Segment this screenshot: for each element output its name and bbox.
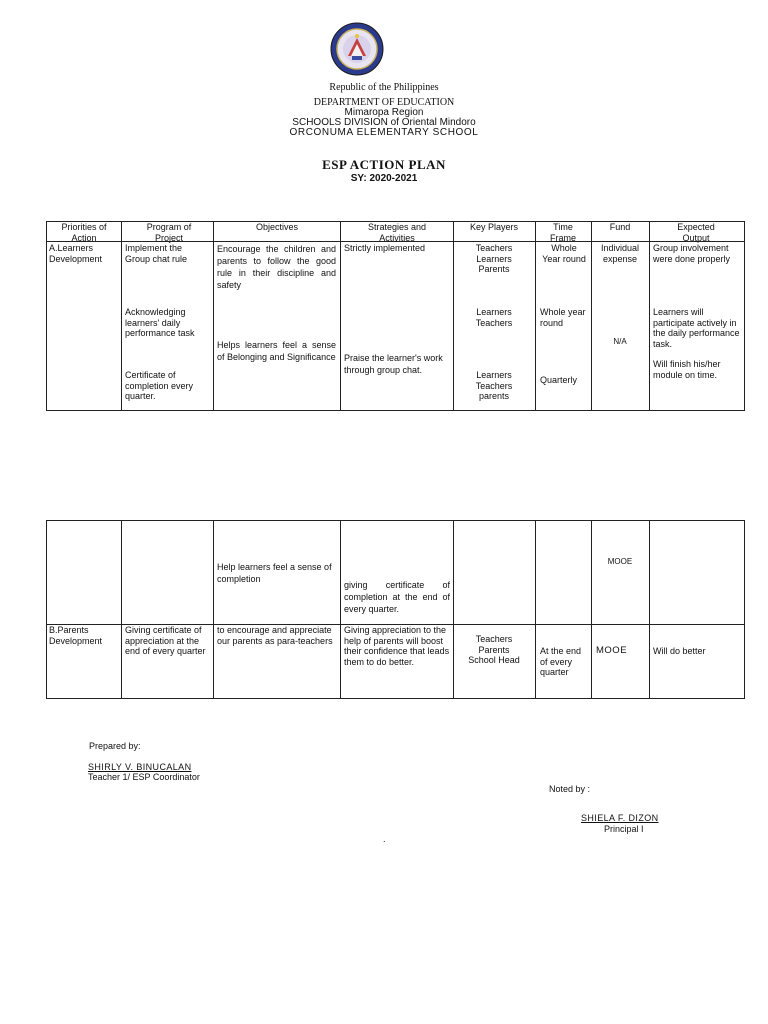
objective-cell: Help learners feel a sense of completion <box>217 562 332 584</box>
objective-cell: Helps learners feel a sense of Belonging and Significance <box>217 340 336 362</box>
program-cell: Giving certificate of appreciation at the end of every quarter <box>125 625 206 656</box>
objective-cell: Encourage the children and parents to follow the good rule in their discipline and safety <box>217 244 336 290</box>
deped-seal-logo <box>330 22 384 76</box>
col-header-key-players: Key Players <box>469 222 519 232</box>
strategy-cell: Giving appreciation to the help of parents will boost their confidence that leads them to do better. <box>344 625 450 667</box>
page-title: ESP ACTION PLAN <box>322 157 446 172</box>
time-frame-cell: Whole Year round <box>542 243 586 264</box>
fund-cell: MOOE <box>607 557 633 566</box>
col-header-objectives: Objectives <box>255 222 299 232</box>
fund-cell: Individual expense <box>600 243 640 264</box>
program-cell: Acknowledging learners' daily performance task <box>125 307 195 338</box>
division-text: SCHOOLS DIVISION of Oriental Mindoro <box>292 117 476 128</box>
key-players-cell: Learners Teachers <box>475 307 513 328</box>
col-header-priorities: Priorities of Action <box>61 222 107 243</box>
noted-by-name: SHIELA F. DIZON <box>581 813 659 823</box>
department-text: DEPARTMENT OF EDUCATION <box>313 97 455 108</box>
fund-cell: MOOE <box>596 645 628 656</box>
col-header-time-frame: Time Frame <box>549 222 576 243</box>
key-players-cell: Learners Teachers parents <box>475 370 513 401</box>
republic-text: Republic of the Philippines <box>329 82 439 93</box>
strategy-cell: Strictly implemented <box>344 243 426 253</box>
fund-cell: N/A <box>613 337 627 346</box>
expected-output-cell: Group involvement were done properly <box>653 243 731 264</box>
program-cell: Certificate of completion every quarter. <box>125 370 194 401</box>
expected-output-cell: Will finish his/her module on time. <box>653 359 721 380</box>
school-year: SY: 2020-2021 <box>350 173 418 184</box>
stray-dot: . <box>383 834 386 844</box>
expected-output-cell: Learners will participate actively in the daily performance task. <box>653 307 740 349</box>
school-text: ORCONUMA ELEMENTARY SCHOOL <box>289 127 479 138</box>
priority-cell: B.Parents Development <box>49 625 103 646</box>
col-header-strategies: Strategies and Activities <box>367 222 427 243</box>
noted-by-label: Noted by : <box>549 784 591 794</box>
key-players-cell: Teachers Learners Parents <box>475 243 513 274</box>
time-frame-cell: Quarterly <box>540 375 578 385</box>
col-header-program: Program of Project <box>146 222 192 243</box>
expected-output-cell: Will do better <box>653 646 706 656</box>
program-cell: Implement the Group chat rule <box>125 243 188 264</box>
key-players-cell: Teachers Parents School Head <box>468 634 520 665</box>
col-header-fund: Fund <box>609 222 631 232</box>
noted-by-position: Principal I <box>604 824 644 834</box>
priority-cell: A.Learners Development <box>49 243 103 264</box>
objective-cell: to encourage and appreciate our parents as para-teachers <box>217 625 333 646</box>
prepared-by-label: Prepared by: <box>89 741 141 751</box>
prepared-by-name: SHIRLY V. BINUCALAN <box>88 762 192 772</box>
region-text: Mimaropa Region <box>344 107 424 118</box>
time-frame-cell: Whole year round <box>540 307 586 328</box>
strategy-cell: giving certificate of completion at the end of every quarter. <box>344 580 450 614</box>
time-frame-cell: At the end of every quarter <box>540 646 582 677</box>
strategy-cell: Praise the learner's work through group chat. <box>344 353 443 375</box>
col-header-expected-output: Expected Output <box>677 222 715 243</box>
prepared-by-position: Teacher 1/ ESP Coordinator <box>88 772 200 782</box>
